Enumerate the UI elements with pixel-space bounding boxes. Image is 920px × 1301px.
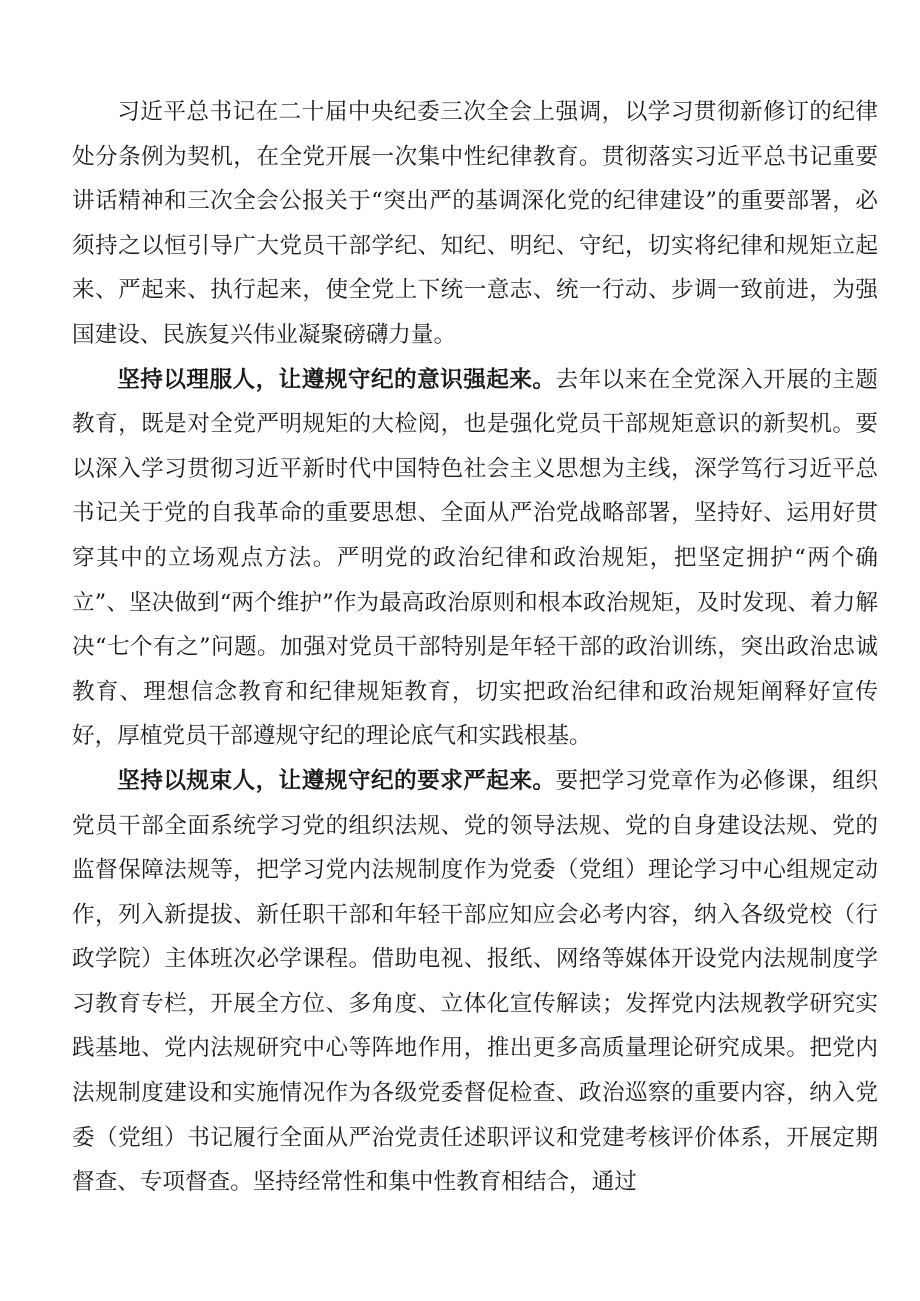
paragraph-text: 去年以来在全党深入开展的主题教育，既是对全党严明规矩的大检阅，也是强化党员干部规矩意识的新契机。要以深入学习贯彻习近平新时代中国特色社会主义思想为主线，深学笃行习近平总书记关于党的自我革命的重要思想、全面从严治党战略部署，坚持好、运用好贯穿其中的立场观点方法。严明党的政治纪律和政治规矩，把坚定拥护“两个确立”、坚决做到“两个维护”作为最高政治原则和根本政治规矩，及时发现、着力解决“七个有之”问题。加强对党员干部特别是年轻干部的政治训练，突出政治忠诚教育、理想信念教育和纪律规矩教育，切实把政治纪律和政治规矩阐释好宣传好，厚植党员干部遵规守纪的理论底气和实践根基。: [72, 366, 879, 750]
paragraph-lead: 坚持以理服人，让遵规守纪的意识强起来。: [117, 366, 556, 393]
paragraph-lead: 坚持以规束人，让遵规守纪的要求严起来。: [117, 767, 556, 794]
document-body: [72, 90, 878, 1205]
paragraph-rules: [72, 759, 878, 1205]
paragraph-intro: [72, 90, 878, 358]
paragraph-text: 要把学习党章作为必修课，组织党员干部全面系统学习党的组织法规、党的领导法规、党的自身建设法规、党的监督保障法规等，把学习党内法规制度作为党委（党组）理论学习中心组规定动作，列入新提拔、新任职干部和年轻干部应知应会必考内容，纳入各级党校（行政学院）主体班次必学课程。借助电视、报纸、网络等媒体开设党内法规制度学习教育专栏，开展全方位、多角度、立体化宣传解读；发挥党内法规教学研究实践基地、党内法规研究中心等阵地作用，推出更多高质量理论研究成果。把党内法规制度建设和实施情况作为各级党委督促检查、政治巡察的重要内容，纳入党委（党组）书记履行全面从严治党责任述职评议和党建考核评价体系，开展定期督查、专项督查。坚持经常性和集中性教育相结合，通过: [72, 767, 879, 1196]
paragraph-text: 习近平总书记在二十届中央纪委三次全会上强调，以学习贯彻新修订的纪律处分条例为契机，在全党开展一次集中性纪律教育。贯彻落实习近平总书记重要讲话精神和三次全会公报关于“突出严的基调深化党的纪律建设”的重要部署，必须持之以恒引导广大党员干部学纪、知纪、明纪、守纪，切实将纪律和规矩立起来、严起来、执行起来，使全党上下统一意志、统一行动、步调一致前进，为强国建设、民族复兴伟业凝聚磅礴力量。: [72, 99, 878, 348]
paragraph-reason: [72, 358, 878, 759]
